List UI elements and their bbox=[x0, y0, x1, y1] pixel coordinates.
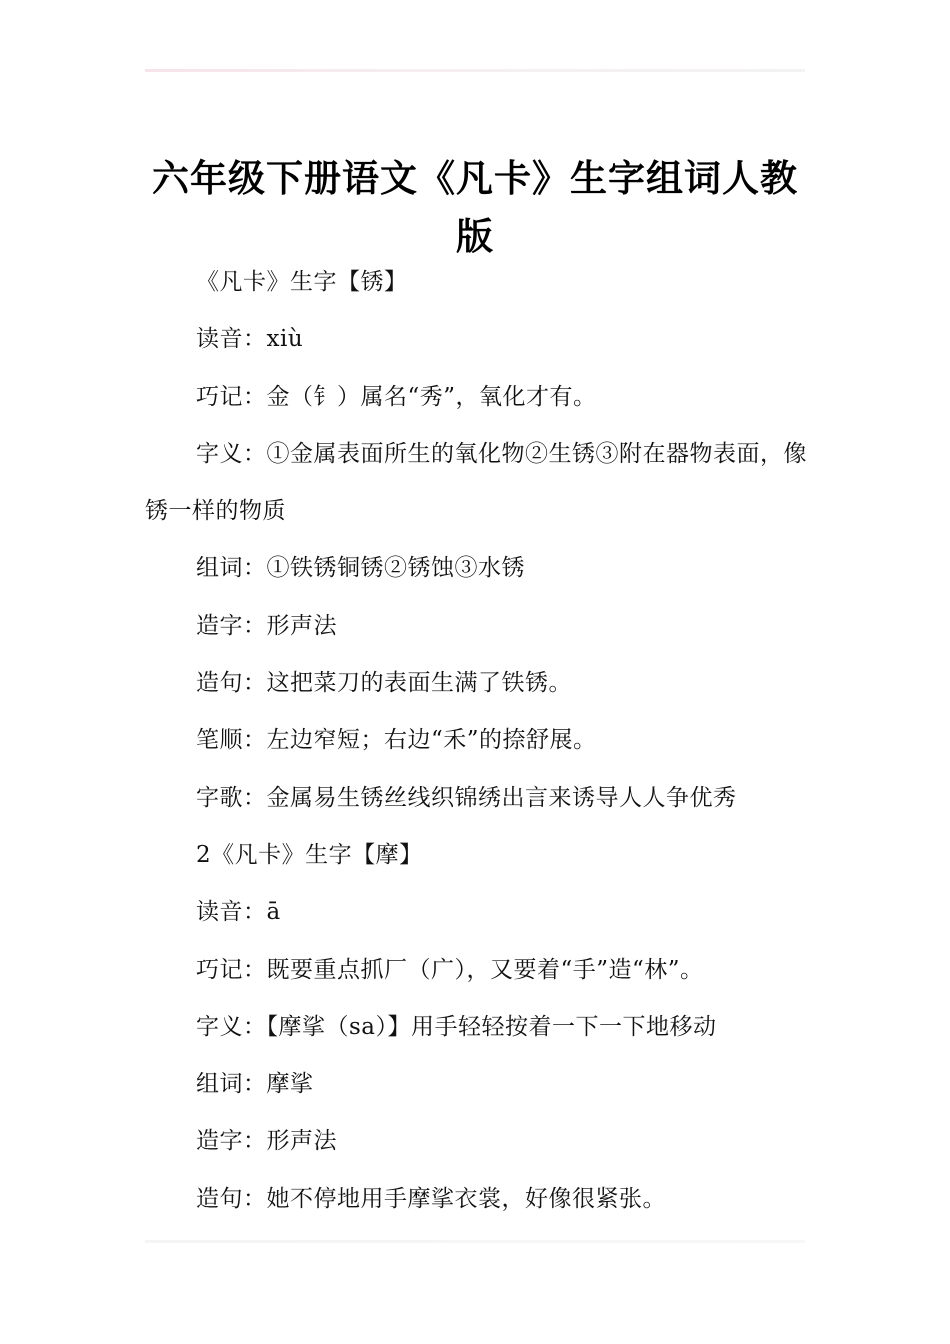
paragraph: 读音：ā bbox=[196, 899, 281, 926]
paragraph: 造字：形声法 bbox=[196, 612, 337, 639]
paragraph: 字义：①金属表面所生的氧化物②生锈③附在器物表面，像锈一样的物质 bbox=[145, 440, 807, 525]
paragraph: 字义：【摩挲（sa）】用手轻轻按着一下一下地移动 bbox=[196, 1013, 717, 1040]
paragraph: 巧记：金（钅）属名“秀”，氧化才有。 bbox=[196, 383, 597, 410]
paragraph: 字歌：金属易生锈丝线织锦绣出言来诱导人人争优秀 bbox=[196, 784, 737, 811]
paragraph: 造句：她不停地用手摩挲衣裳，好像很紧张。 bbox=[196, 1185, 666, 1212]
paragraph: 读音：xiù bbox=[196, 326, 304, 353]
paragraph: 组词：①铁锈铜锈②锈蚀③水锈 bbox=[196, 555, 525, 582]
document-body bbox=[145, 254, 807, 1228]
paragraph: 笔顺：左边窄短；右边“禾”的捺舒展。 bbox=[196, 727, 597, 754]
paragraph: 2《凡卡》生字【摩】 bbox=[196, 841, 423, 868]
paragraph: 组词：摩挲 bbox=[196, 1071, 314, 1098]
paragraph: 造字：形声法 bbox=[196, 1128, 337, 1155]
header-rule bbox=[145, 69, 805, 72]
footer-rule bbox=[145, 1240, 805, 1243]
paragraph: 巧记：既要重点抓厂（广），又要着“手”造“林”。 bbox=[196, 956, 704, 983]
paragraph: 《凡卡》生字【锈】 bbox=[196, 269, 408, 295]
document-title: 六年级下册语文《凡卡》生字组词人教版 bbox=[152, 156, 798, 258]
paragraph: 造句：这把菜刀的表面生满了铁锈。 bbox=[196, 670, 572, 697]
